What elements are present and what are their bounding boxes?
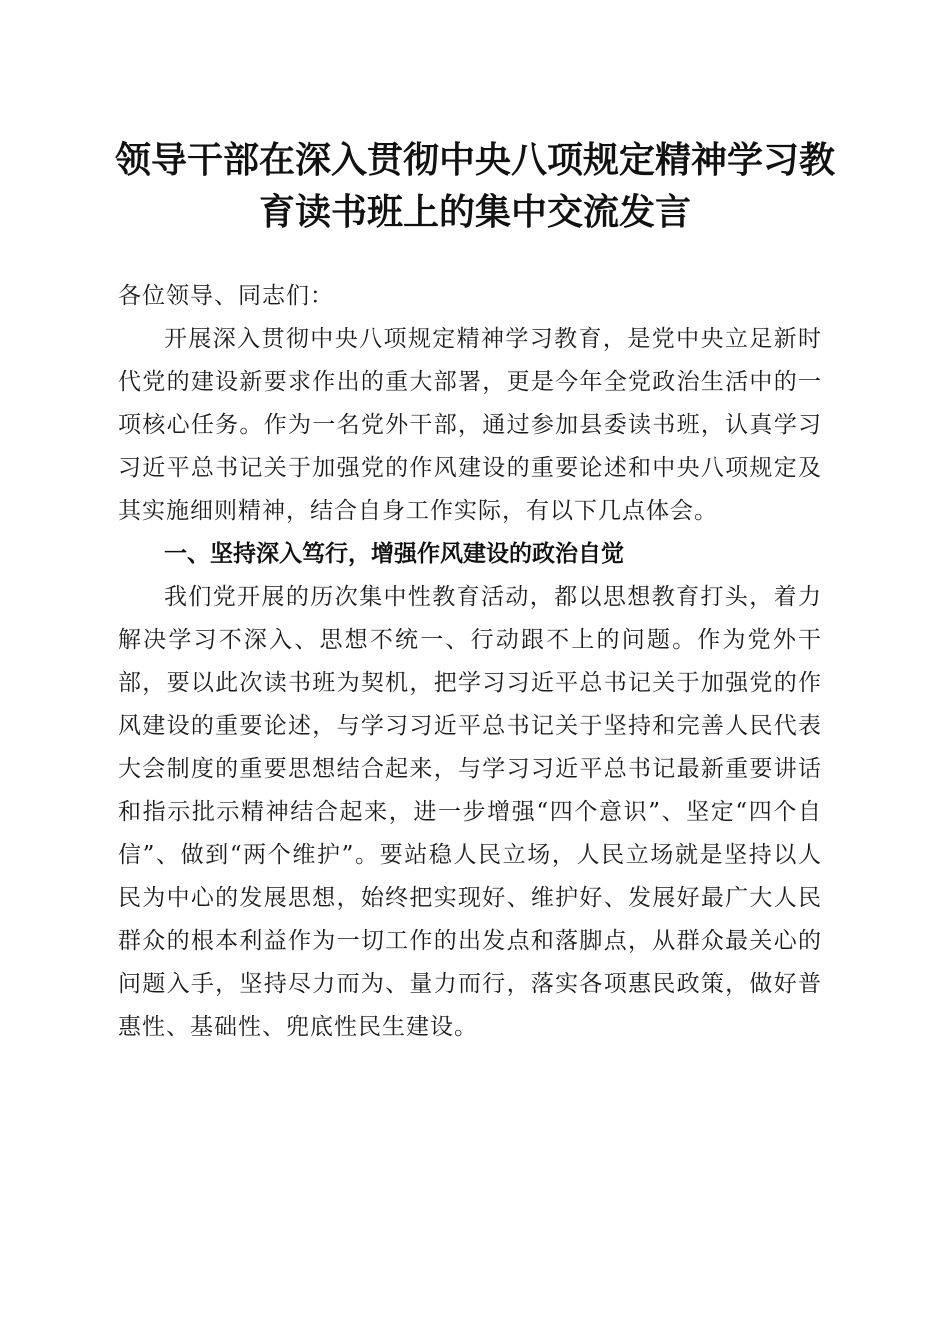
intro-paragraph: 开展深入贯彻中央八项规定精神学习教育，是党中央立足新时代党的建设新要求作出的重大部署，更是今年全党政治生活中的一项核心任务。作为一名党外干部，通过参加县委读书班，认真学习习近平总书记关于加强党的作风建设的重要论述和中央八项规定及其实施细则精神，结合自身工作实际，有以下几点体会。 [118, 326, 822, 524]
document-title-line-2: 育读书班上的集中交流发言 [258, 191, 691, 233]
section-1-paragraph: 我们党开展的历次集中性教育活动，都以思想教育打头，着力解决学习不深入、思想不统一、行动跟不上的问题。作为党外干部，要以此次读书班为契机，把学习习近平总书记关于加强党的作风建设的重要论述，与学习习近平总书记关于坚持和完善人民代表大会制度的重要思想结合起来，与学习习近平总书记最新重要讲话和指示批示精神结合起来，进一步增强“四个意识”、坚定“四个自信”、做到“两个维护”。要站稳人民立场，人民立场就是坚持以人民为中心的发展思想，始终把实现好、维护好、发展好最广大人民群众的根本利益作为一切工作的出发点和落脚点，从群众最关心的问题入手，坚持尽力而为、量力而行，落实各项惠民政策，做好普惠性、基础性、兜底性民生建设。 [118, 584, 822, 1040]
salutation: 各位领导、同志们： [118, 283, 334, 309]
document-title-line-1: 领导干部在深入贯彻中央八项规定精神学习教 [114, 139, 835, 181]
section-1-heading: 一、坚持深入笃行，增强作风建设的政治自觉 [164, 541, 624, 567]
document-body [118, 275, 822, 1049]
document-title [100, 134, 850, 238]
